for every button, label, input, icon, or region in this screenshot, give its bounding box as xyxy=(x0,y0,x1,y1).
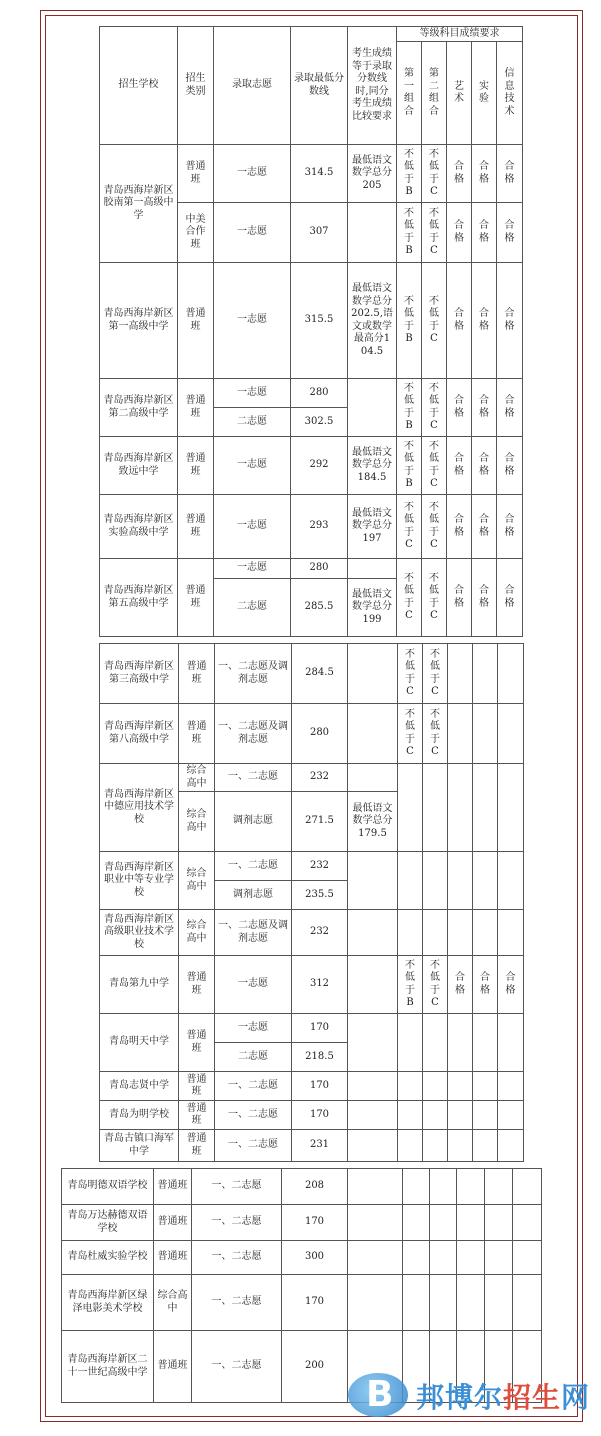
table-row xyxy=(100,1014,524,1043)
empty-cell xyxy=(448,1101,473,1130)
empty-cell xyxy=(348,1169,403,1205)
empty-cell xyxy=(430,1241,457,1275)
compare-rule: 最低语文数学总分184.5 xyxy=(348,437,397,495)
empty-cell xyxy=(513,1205,542,1241)
empty-cell xyxy=(473,1014,498,1072)
compare-rule-empty xyxy=(348,1130,398,1162)
table-row xyxy=(62,1241,542,1275)
it-req: 合格 xyxy=(504,395,515,419)
experiment-req: 合格 xyxy=(480,972,490,996)
category: 普通班 xyxy=(178,559,214,637)
category: 普通班 xyxy=(179,1014,215,1072)
table-row xyxy=(100,1130,524,1162)
choice: 一志愿 xyxy=(214,379,291,408)
compare-rule-empty xyxy=(348,1101,398,1130)
empty-cell xyxy=(403,1275,430,1331)
logo-brand: 邦博尔 xyxy=(416,1381,504,1414)
choice: 一志愿 xyxy=(214,145,291,203)
min-score: 292 xyxy=(291,437,348,495)
school-name: 青岛西海岸新区胶南第一高级中学 xyxy=(100,145,178,263)
min-score: 280 xyxy=(291,559,348,579)
empty-cell xyxy=(448,644,473,704)
empty-cell xyxy=(457,1241,485,1275)
min-score: 231 xyxy=(292,1130,348,1162)
empty-cell xyxy=(448,1130,473,1162)
empty-cell xyxy=(473,644,498,704)
header-grade-requirements: 等级科目成绩要求 xyxy=(397,27,523,42)
min-score: 235.5 xyxy=(292,881,348,910)
empty-cell xyxy=(457,1169,485,1205)
compare-rule: 最低语文数学总分197 xyxy=(348,495,397,559)
art-req: 合格 xyxy=(454,453,464,477)
art-req: 合格 xyxy=(454,395,464,419)
empty-cell xyxy=(448,852,473,910)
empty-cell xyxy=(423,764,448,852)
empty-cell xyxy=(348,1205,403,1241)
empty-cell xyxy=(457,1275,485,1331)
empty-cell xyxy=(485,1169,513,1205)
category: 普通班 xyxy=(179,1101,215,1130)
empty-cell xyxy=(423,1130,448,1162)
empty-cell xyxy=(398,1130,423,1162)
category: 普通班 xyxy=(179,1072,215,1101)
group-1-req: 不低于B xyxy=(404,382,414,431)
empty-cell xyxy=(473,1072,498,1101)
empty-cell xyxy=(473,704,498,764)
school-name: 青岛西海岸新区二十一世纪高级中学 xyxy=(62,1331,154,1403)
art-req: 合格 xyxy=(454,161,464,185)
min-score: 208 xyxy=(282,1169,348,1205)
group-2-req: 不低于C xyxy=(429,572,439,621)
table-row xyxy=(100,764,524,792)
school-name: 青岛第九中学 xyxy=(100,956,179,1014)
empty-cell xyxy=(348,1275,403,1331)
table-row xyxy=(62,1169,542,1205)
choice: 一、二志愿及调剂志愿 xyxy=(215,644,292,704)
category: 综合高中 xyxy=(179,910,215,956)
it-req: 合格 xyxy=(504,161,515,185)
min-score: 312 xyxy=(292,956,348,1014)
empty-cell xyxy=(348,1241,403,1275)
empty-cell xyxy=(430,1169,457,1205)
empty-cell xyxy=(423,852,448,910)
choice: 一、二志愿 xyxy=(215,1101,292,1130)
compare-rule-empty xyxy=(348,910,398,956)
group-2-req: 不低于C xyxy=(429,440,439,489)
logo-brand-tail: 网 xyxy=(561,1381,591,1414)
category: 综合高中 xyxy=(179,764,215,792)
empty-cell xyxy=(473,852,498,910)
compare-rule-empty xyxy=(348,1072,398,1101)
min-score: 218.5 xyxy=(292,1043,348,1072)
empty-cell xyxy=(398,852,423,910)
empty-cell xyxy=(448,1014,473,1072)
choice: 一、二志愿及调剂志愿 xyxy=(215,910,292,956)
it-req: 合格 xyxy=(504,453,515,477)
min-score: 170 xyxy=(292,1101,348,1130)
header-experiment: 实验 xyxy=(479,80,489,104)
min-score: 170 xyxy=(292,1072,348,1101)
admission-table-part-2 xyxy=(99,643,524,1162)
group-2-req: 不低于C xyxy=(429,501,439,550)
empty-cell xyxy=(513,1169,542,1205)
experiment-req: 合格 xyxy=(479,585,489,609)
category: 普通班 xyxy=(178,437,214,495)
it-req: 合格 xyxy=(504,514,515,538)
empty-cell xyxy=(398,910,423,956)
choice: 一志愿 xyxy=(214,263,291,379)
art-req: 合格 xyxy=(455,972,465,996)
min-score: 300 xyxy=(282,1241,348,1275)
table-row xyxy=(100,437,523,495)
logo-brand-red: 招生 xyxy=(503,1381,562,1414)
compare-rule-empty xyxy=(348,1014,398,1072)
group-1-req: 不低于B xyxy=(404,295,414,344)
category: 普通班 xyxy=(154,1205,192,1241)
empty-cell xyxy=(398,1101,423,1130)
empty-cell xyxy=(498,852,524,910)
empty-cell xyxy=(498,1072,524,1101)
category: 普通班 xyxy=(178,145,214,203)
empty-cell xyxy=(485,1205,513,1241)
table-row xyxy=(100,704,524,764)
table-row xyxy=(100,644,524,704)
group-1-req: 不低于C xyxy=(404,501,414,550)
min-score: 284.5 xyxy=(292,644,348,704)
empty-cell xyxy=(498,1130,524,1162)
school-name: 青岛杜威实验学校 xyxy=(62,1241,154,1275)
empty-cell xyxy=(423,1072,448,1101)
empty-cell xyxy=(403,1169,430,1205)
choice: 二志愿 xyxy=(214,579,291,637)
category: 普通班 xyxy=(179,1130,215,1162)
compare-rule-empty xyxy=(348,764,398,792)
group-2-req: 不低于C xyxy=(430,648,440,697)
group-1-req: 不低于B xyxy=(404,148,414,197)
table-row xyxy=(100,1101,524,1130)
category: 普通班 xyxy=(178,263,214,379)
choice: 调剂志愿 xyxy=(215,881,292,910)
empty-cell xyxy=(498,910,524,956)
table-row xyxy=(62,1275,542,1331)
school-name: 青岛为明学校 xyxy=(100,1101,179,1130)
min-score: 170 xyxy=(282,1275,348,1331)
school-name: 青岛明天中学 xyxy=(100,1014,179,1072)
header-min-score: 录取最低分数线 xyxy=(291,27,348,145)
choice: 一志愿 xyxy=(215,956,292,1014)
header-category: 招生类别 xyxy=(178,27,214,145)
compare-rule-empty xyxy=(348,852,398,910)
category: 普通班 xyxy=(179,956,215,1014)
group-1-req: 不低于C xyxy=(405,648,415,697)
empty-cell xyxy=(473,1130,498,1162)
compare-rule: 最低语文数学总分199 xyxy=(348,579,397,637)
min-score: 314.5 xyxy=(291,145,348,203)
table-row xyxy=(100,145,523,203)
choice: 一志愿 xyxy=(214,437,291,495)
admission-table-part-3 xyxy=(61,1168,542,1403)
table-row xyxy=(100,379,523,408)
min-score: 170 xyxy=(282,1205,348,1241)
empty-cell xyxy=(473,764,498,852)
school-name: 青岛万达赫德双语学校 xyxy=(62,1205,154,1241)
choice: 一、二志愿 xyxy=(215,764,292,792)
school-name: 青岛明德双语学校 xyxy=(62,1169,154,1205)
min-score: 302.5 xyxy=(291,408,348,437)
art-req: 合格 xyxy=(454,308,464,332)
choice: 一、二志愿 xyxy=(192,1169,282,1205)
category: 普通班 xyxy=(178,495,214,559)
empty-cell xyxy=(430,1205,457,1241)
min-score: 285.5 xyxy=(291,579,348,637)
watermark-logo xyxy=(348,1370,591,1420)
compare-rule: 最低语文数学总分205 xyxy=(348,145,397,203)
category: 综合高中 xyxy=(154,1275,192,1331)
category: 普通班 xyxy=(154,1241,192,1275)
empty-cell xyxy=(457,1205,485,1241)
empty-cell xyxy=(498,644,524,704)
experiment-req: 合格 xyxy=(479,395,489,419)
choice: 一、二志愿 xyxy=(192,1241,282,1275)
group-2-req: 不低于C xyxy=(429,207,439,256)
choice: 一、二志愿 xyxy=(215,1130,292,1162)
header-art: 艺术 xyxy=(454,80,464,104)
header-it: 信息技术 xyxy=(504,68,515,117)
category: 中美合作班 xyxy=(178,203,214,263)
choice: 一、二志愿 xyxy=(215,1072,292,1101)
empty-cell xyxy=(498,1101,524,1130)
empty-cell xyxy=(448,910,473,956)
school-name: 青岛古镇口海军中学 xyxy=(100,1130,179,1162)
experiment-req: 合格 xyxy=(479,220,489,244)
compare-rule-empty xyxy=(348,956,398,1014)
empty-cell xyxy=(448,764,473,852)
category: 普通班 xyxy=(179,644,215,704)
empty-cell xyxy=(473,1101,498,1130)
school-name: 青岛西海岸新区绿泽电影美术学校 xyxy=(62,1275,154,1331)
min-score: 280 xyxy=(292,704,348,764)
school-name: 青岛志贤中学 xyxy=(100,1072,179,1101)
group-1-req: 不低于B xyxy=(405,959,415,1008)
min-score: 232 xyxy=(292,852,348,881)
school-name: 青岛西海岸新区高级职业技术学校 xyxy=(100,910,179,956)
school-name: 青岛西海岸新区第五高级中学 xyxy=(100,559,178,637)
group-2-req: 不低于C xyxy=(430,708,440,757)
min-score: 280 xyxy=(291,379,348,408)
empty-cell xyxy=(423,1014,448,1072)
group-1-req: 不低于C xyxy=(404,572,414,621)
empty-cell xyxy=(485,1241,513,1275)
choice: 调剂志愿 xyxy=(215,792,292,852)
min-score: 200 xyxy=(282,1331,348,1403)
school-name: 青岛西海岸新区第八高级中学 xyxy=(100,704,179,764)
empty-cell xyxy=(498,764,524,852)
table-row xyxy=(100,910,524,956)
school-name: 青岛西海岸新区实验高级中学 xyxy=(100,495,178,559)
choice: 一、二志愿 xyxy=(192,1205,282,1241)
compare-rule-empty xyxy=(348,704,398,764)
choice: 一、二志愿 xyxy=(215,852,292,881)
experiment-req: 合格 xyxy=(479,308,489,332)
empty-cell xyxy=(513,1275,542,1331)
header-group-1: 第一组合 xyxy=(404,68,414,117)
choice: 一志愿 xyxy=(214,203,291,263)
header-group-2: 第二组合 xyxy=(429,68,439,117)
compare-rule-empty xyxy=(348,203,397,263)
header-school: 招生学校 xyxy=(100,27,178,145)
school-name: 青岛西海岸新区致远中学 xyxy=(100,437,178,495)
compare-rule: 最低语文数学总分202.5,语文或数学最高分104.5 xyxy=(348,263,397,379)
choice: 一、二志愿及调剂志愿 xyxy=(215,704,292,764)
school-name: 青岛西海岸新区第三高级中学 xyxy=(100,644,179,704)
art-req: 合格 xyxy=(454,220,464,244)
category: 普通班 xyxy=(179,704,215,764)
empty-cell xyxy=(398,1072,423,1101)
it-req: 合格 xyxy=(504,220,515,244)
group-1-req: 不低于B xyxy=(404,207,414,256)
choice: 一志愿 xyxy=(215,1014,292,1043)
table-row xyxy=(100,956,524,1014)
category: 普通班 xyxy=(154,1331,192,1403)
school-name: 青岛西海岸新区职业中等专业学校 xyxy=(100,852,179,910)
header-compare: 考生成绩等于录取分数线时,同分考生成绩比较要求 xyxy=(348,27,397,145)
empty-cell xyxy=(403,1205,430,1241)
choice: 一志愿 xyxy=(214,495,291,559)
empty-cell xyxy=(398,764,423,852)
min-score: 170 xyxy=(292,1014,348,1043)
table-row xyxy=(62,1205,542,1241)
logo-text xyxy=(416,1376,590,1416)
min-score: 315.5 xyxy=(291,263,348,379)
school-name: 青岛西海岸新区中德应用技术学校 xyxy=(100,764,179,852)
min-score: 271.5 xyxy=(292,792,348,852)
choice: 一、二志愿 xyxy=(192,1275,282,1331)
art-req: 合格 xyxy=(454,585,464,609)
compare-rule: 最低语文数学总分179.5 xyxy=(348,792,398,852)
group-2-req: 不低于C xyxy=(430,959,440,1008)
empty-cell xyxy=(403,1241,430,1275)
group-2-req: 不低于C xyxy=(429,295,439,344)
it-req: 合格 xyxy=(504,585,515,609)
compare-rule-empty xyxy=(348,644,398,704)
min-score: 293 xyxy=(291,495,348,559)
experiment-req: 合格 xyxy=(479,453,489,477)
experiment-req: 合格 xyxy=(479,514,489,538)
choice: 一、二志愿 xyxy=(192,1331,282,1403)
compare-rule-empty xyxy=(348,379,397,437)
category: 综合高中 xyxy=(179,852,215,910)
school-name: 青岛西海岸新区第二高级中学 xyxy=(100,379,178,437)
table-row xyxy=(100,1072,524,1101)
group-1-req: 不低于B xyxy=(404,440,414,489)
empty-cell xyxy=(498,1014,524,1072)
art-req: 合格 xyxy=(454,514,464,538)
empty-cell xyxy=(513,1241,542,1275)
min-score: 232 xyxy=(292,910,348,956)
table-row xyxy=(100,852,524,881)
group-2-req: 不低于C xyxy=(429,148,439,197)
category: 综合高中 xyxy=(179,792,215,852)
empty-cell xyxy=(473,910,498,956)
choice: 一志愿 xyxy=(214,559,291,579)
school-name: 青岛西海岸新区第一高级中学 xyxy=(100,263,178,379)
table-row xyxy=(100,495,523,559)
experiment-req: 合格 xyxy=(479,161,489,185)
it-req: 合格 xyxy=(504,308,515,332)
compare-rule-empty xyxy=(348,559,397,579)
empty-cell xyxy=(398,1014,423,1072)
group-1-req: 不低于C xyxy=(405,708,415,757)
empty-cell xyxy=(448,1072,473,1101)
table-row xyxy=(100,559,523,579)
logo-letter: B xyxy=(366,1374,394,1415)
category: 普通班 xyxy=(178,379,214,437)
empty-cell xyxy=(448,704,473,764)
category: 普通班 xyxy=(154,1169,192,1205)
empty-cell xyxy=(430,1275,457,1331)
min-score: 232 xyxy=(292,764,348,792)
admission-table-part-1 xyxy=(99,26,523,637)
it-req: 合格 xyxy=(505,972,516,996)
table-row xyxy=(100,263,523,379)
header-choice: 录取志愿 xyxy=(214,27,291,145)
empty-cell xyxy=(423,910,448,956)
empty-cell xyxy=(423,1101,448,1130)
empty-cell xyxy=(498,704,524,764)
choice: 二志愿 xyxy=(214,408,291,437)
group-2-req: 不低于C xyxy=(429,382,439,431)
choice: 二志愿 xyxy=(215,1043,292,1072)
min-score: 307 xyxy=(291,203,348,263)
empty-cell xyxy=(485,1275,513,1331)
